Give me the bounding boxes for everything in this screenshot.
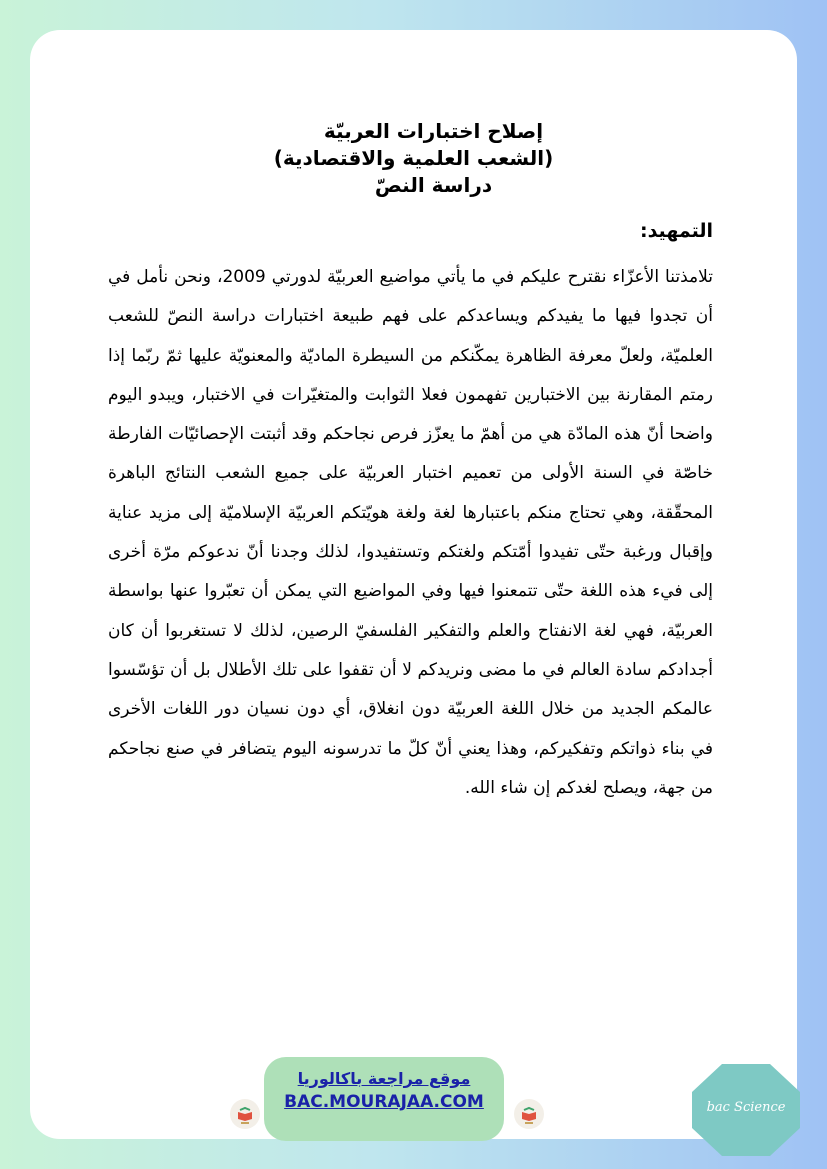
document-page bbox=[30, 30, 797, 1139]
body-paragraph: تلامذتنا الأعزّاء نقترح عليكم في ما يأتي مواضيع العربيّة لدورتي 2009، ونحن نأمل في أن تجدوا فيها ما يفيدكم ويساعدكم على فهم طبيعة اختبارات دراسة النصّ للشعب العلميّة، ولعلّ معرفة الظاهرة يمكّنكم من السيطرة الماديّة والمعنويّة عليها ثمّ ربّما إذا رمتم المقارنة بين الاختبارين تفهمون فعلا الثوابت والمتغيّرات في الاختبار، ويبدو اليوم واضحا أنّ هذه المادّة هي من أهمّ ما يعزّز فرص نجاحكم وقد أثبتت الإحصائيّات الفارطة خاصّة في السنة الأولى من تعميم اختبار العربيّة على جميع الشعب النتائج الباهرة المحقّقة، وهي تحتاج منكم باعتبارها لغة ولغة هويّتكم العربيّة الإسلاميّة إلى مزيد عناية وإقبال ورغبة حتّى تفيدوا أمّتكم ولغتكم وتستفيدوا، لذلك وجدنا أنّ ندعوكم مرّة أخرى إلى فيء هذه اللغة حتّى تتمعنوا فيها وفي المواضيع التي يمكن أن تعبّروا عنها بواسطة العربيّة، فهي لغة الانفتاح والعلم والتفكير الفلسفيّ الرصين، لذلك لا تستغربوا أن كان أجدادكم سادة العالم في ما مضى ونريدكم لا أن تقفوا على تلك الأطلال بل أن تؤسّسوا عالمكم الجديد من خلال اللغة العربيّة دون انغلاق، أي دون نسيان دور اللغات الأخرى في بناء ذواتكم وتفكيركم، وهذا يعني أنّ كلّ ما تدرسونه اليوم يتضافر في صنع نجاحكم من جهة، ويصلح لغدكم إن شاء الله. bbox=[108, 267, 714, 798]
document-section-title: دراسة النصّ bbox=[374, 173, 493, 197]
title-block bbox=[30, 118, 797, 199]
logo-text: bac Science bbox=[706, 1100, 786, 1115]
site-name-link[interactable]: موقع مراجعة باكالوريا bbox=[297, 1069, 471, 1088]
section-heading: التمهيد: bbox=[639, 220, 713, 242]
open-book-icon bbox=[514, 1099, 544, 1129]
document-subtitle: (الشعب العلمية والاقتصادية) bbox=[273, 146, 554, 170]
open-book-icon bbox=[230, 1099, 260, 1129]
document-title: إصلاح اختبارات العربيّة bbox=[323, 119, 544, 143]
site-url-link[interactable]: BAC.MOURAJAA.COM bbox=[284, 1092, 484, 1112]
bac-science-logo bbox=[690, 1062, 802, 1158]
site-badge[interactable] bbox=[264, 1057, 504, 1141]
